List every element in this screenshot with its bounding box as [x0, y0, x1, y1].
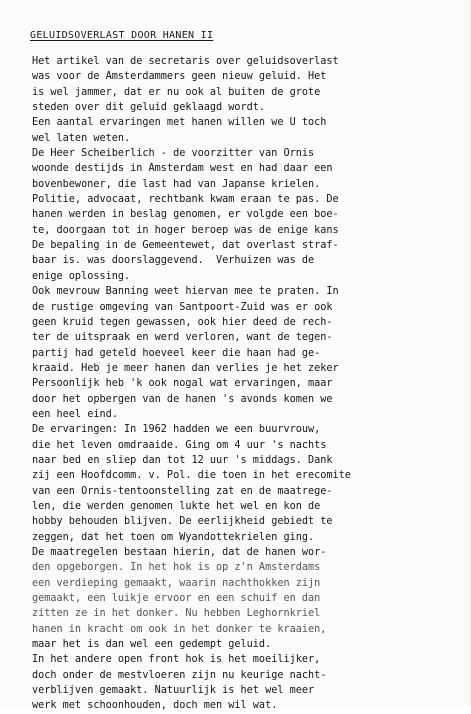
- text-line: een heel eind.: [32, 408, 118, 420]
- text-line: len, die werden genomen lukte het wel en kon de: [32, 500, 321, 512]
- text-line: zitten ze in het donker. Nu hebben Leghornkriel: [32, 608, 321, 620]
- text-line: Een aantal ervaringen met hanen willen we U toch: [32, 117, 327, 129]
- text-line: Ook mevrouw Banning weet hiervan mee te praten. In: [32, 286, 339, 298]
- text-line: doch onder de mestvloeren zijn nu keurige nacht-: [32, 669, 327, 681]
- text-line: baar is. was doorslaggevend. Verhuizen was de: [32, 255, 315, 267]
- text-line: zij een Hoofdcomm. v. Pol. die toen in het erecomite: [32, 470, 351, 482]
- article-body: [32, 54, 464, 714]
- text-line: maar het is dan wel een gedempt geluid.: [32, 639, 272, 651]
- text-line: die het leven omdraaide. Ging om 4 uur 's nachts: [32, 439, 327, 451]
- text-line: een verdieping gemaakt, waarin nachthokken zijn: [32, 577, 321, 589]
- text-line: De bepaling in de Gemeentewet, dat overlast straf-: [32, 240, 339, 252]
- text-line: naar bed en sliep dan tot 12 uur 's middags. Dank: [32, 454, 333, 466]
- text-line: gemaakt, een luikje ervoor en een schuif en dan: [32, 593, 321, 605]
- text-line: De Heer Scheiberlich - de voorzitter van Ornis: [32, 148, 315, 160]
- text-line: de rustige omgeving van Santpoort-Zuid was er ook: [32, 301, 333, 313]
- text-line: geen kruid tegen gewassen, ook hier deed de rech-: [32, 316, 333, 328]
- text-line: kraaid. Heb je meer hanen dan verlies je het zeker: [32, 362, 339, 374]
- text-line: was voor de Amsterdammers geen nieuw geluid. Het: [32, 71, 327, 83]
- text-line: hobby behouden blijven. De eerlijkheid gebiedt te: [32, 516, 333, 528]
- text-line: is wel jammer, dat er nu ook al buiten de grote: [32, 86, 321, 98]
- text-line: door het opbergen van de hanen 's avonds komen we: [32, 393, 333, 405]
- text-line: ter de uitspraak en werd verloren, want de tegen-: [32, 332, 333, 344]
- document-title: GELUIDSOVERLAST DOOR HANEN II: [30, 30, 214, 41]
- text-line: bovenbewoner, die last had van Japanse krielen.: [32, 178, 321, 190]
- text-line: woonde destijds in Amsterdam west en had daar een: [32, 163, 333, 175]
- text-line: partij had geteld hoeveel keer die haan had ge-: [32, 347, 321, 359]
- text-line: steden over dit geluid geklaagd wordt.: [32, 102, 266, 114]
- text-line: wel laten weten.: [32, 132, 131, 144]
- text-line: werk met schoonhouden, doch men wil wat.: [32, 700, 278, 712]
- text-line: zeggen, dat het toen om Wyandottekrielen ging.: [32, 531, 315, 543]
- text-line: De ervaringen: In 1962 hadden we een buurvrouw,: [32, 424, 321, 436]
- text-line: hanen in kracht om ook in het donker te kraaien,: [32, 623, 327, 635]
- text-line: De maatregelen bestaan hierin, dat de hanen wor-: [32, 547, 327, 558]
- text-line: In het andere open front hok is het moeilijker,: [32, 654, 321, 666]
- text-line: Politie, advocaat, rechtbank kwam eraan te pas. De: [32, 194, 339, 206]
- text-line: Het artikel van de secretaris over geluidsoverlast: [32, 56, 339, 67]
- text-line: van een Ornis-tentoonstelling zat en de maatrege-: [32, 485, 333, 497]
- text-line: Persoonlijk heb 'k ook nogal wat ervaringen, maar: [32, 378, 333, 390]
- text-line: verblijven gemaakt. Natuurlijk is het wel meer: [32, 685, 315, 697]
- text-line: enige oplossing.: [32, 270, 131, 282]
- text-line: den opgeborgen. In het hok is op z'n Amsterdams: [32, 562, 321, 574]
- text-line: hanen werden in beslag genomen, er volgde een boe-: [32, 209, 339, 221]
- text-line: te, doorgaan tot in hoger beroep was de enige kans: [32, 224, 339, 236]
